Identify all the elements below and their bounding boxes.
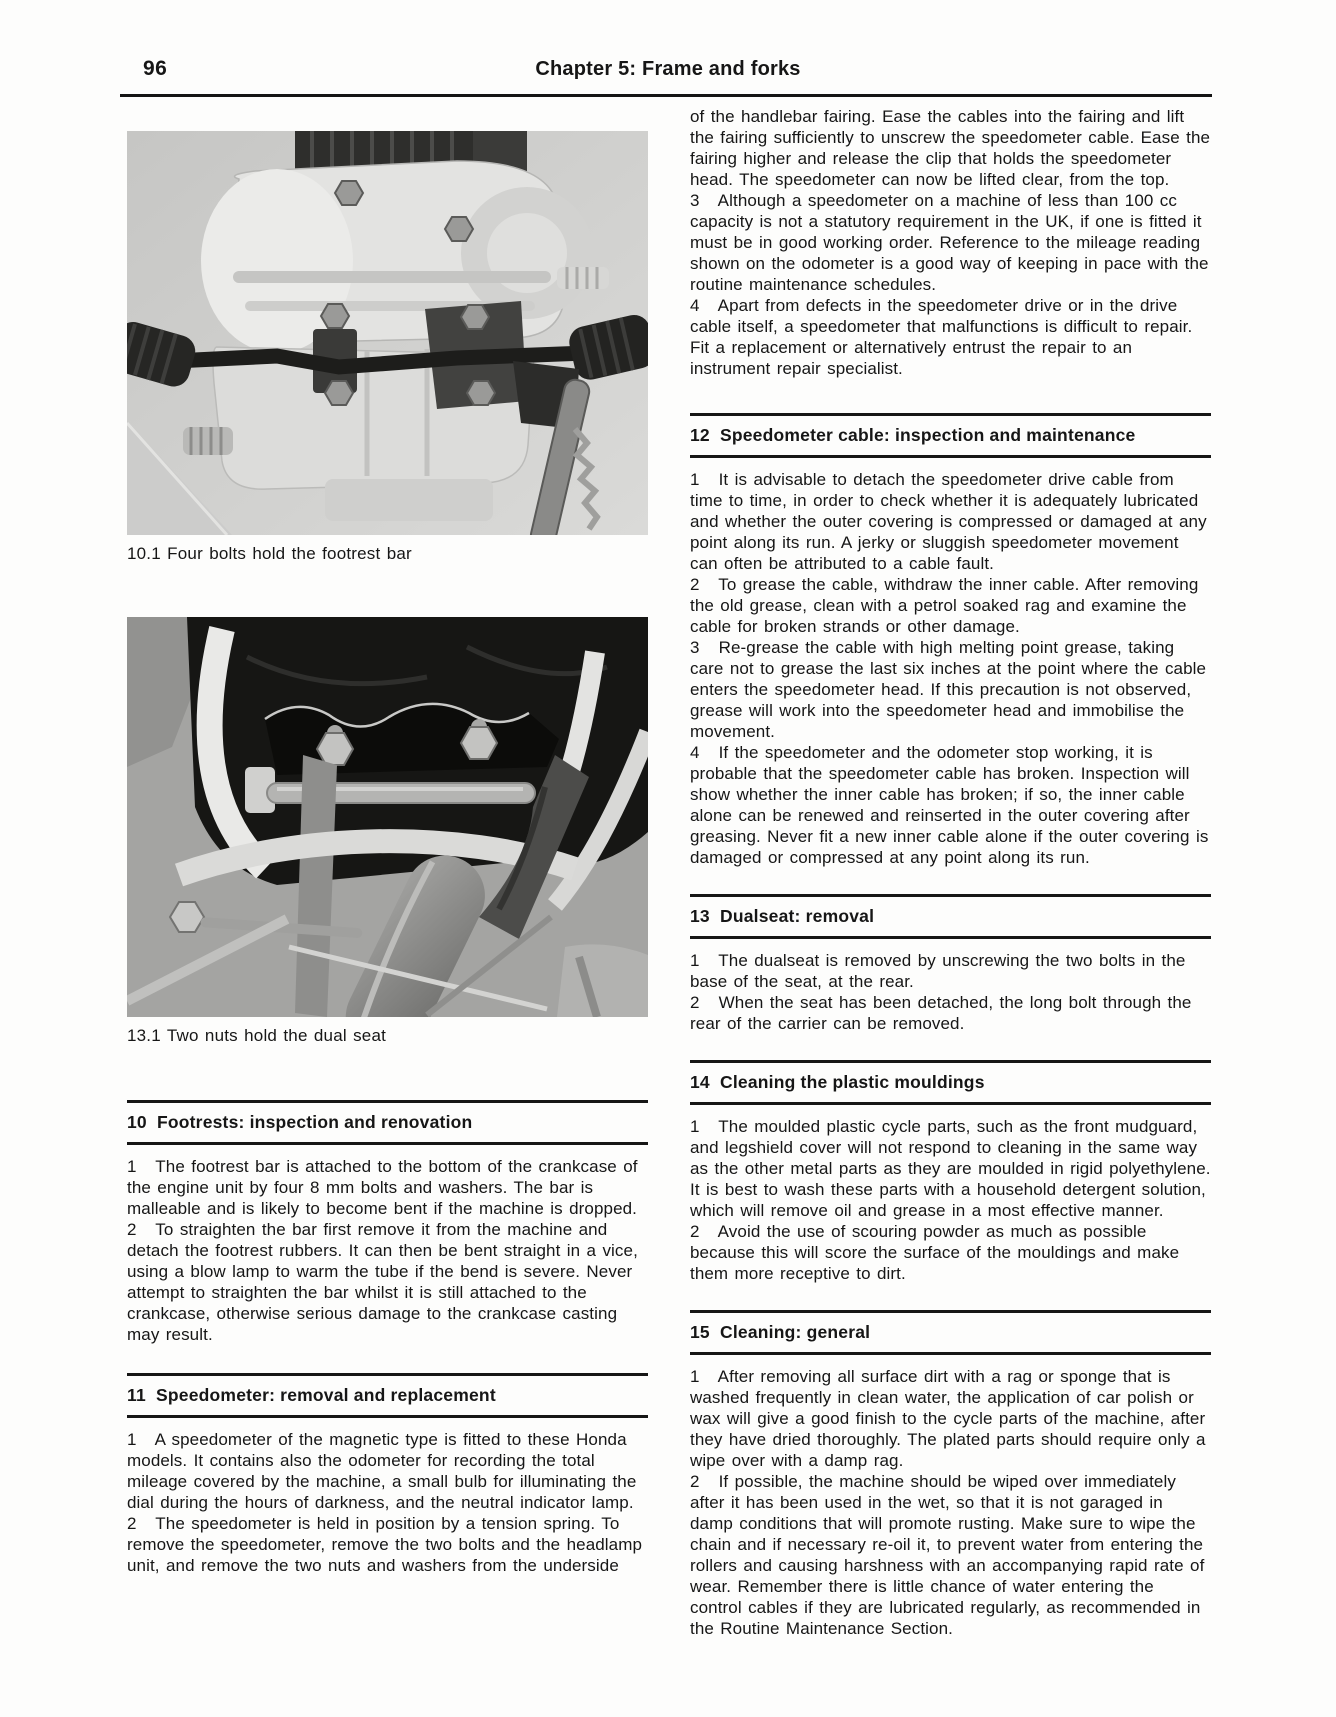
paragraph: 3 Although a speedometer on a machine of less than 100 cc capacity is not a statutory requirement in the UK, if one is fitted it must be in good working order. Reference to the mileage reading shown on the odometer is a good way of keeping in pace with the routine maintenance schedules. [690,191,1215,294]
right-column [690,0,1217,1639]
section-cleaning-general-heading: 15 Cleaning: general [690,1322,871,1342]
paragraph: 4 If the speedometer and the odometer stop working, it is probable that the speedometer cable has broken. Inspection will show whether the inner cable has broken; if so, the inner cable alone can be renewed and reinserted in the outer covering after greasing. Never fit a new inner cable alone if the outer covering is damaged or compressed at any point along its run. [690,743,1215,867]
paragraph: 1 It is advisable to detach the speedometer drive cable from time to time, in order to check whether it is adequately lubricated and whether the outer covering is compressed or damaged at any point along its run. A jerky or sluggish speedometer movement can often be attributed to a cable fault. [690,470,1214,573]
figure-10-1-caption: 10.1 Four bolts hold the footrest bar [127,544,412,563]
figure-13-1-caption: 13.1 Two nuts hold the dual seat [127,1026,387,1045]
paragraph: 4 Apart from defects in the speedometer drive or in the drive cable itself, a speedometer that malfunctions is difficult to repair. Fit a replacement or alternatively entrust the repair to an instrument repair specialist. [690,296,1199,378]
dualseat-underside-photo [127,617,648,1017]
paragraph: 1 The dualseat is removed by unscrewing the two bolts in the base of the seat, at the rear. [690,951,1192,991]
left-column [127,0,648,1576]
paragraph: 1 The moulded plastic cycle parts, such as the front mudguard, and legshield cover will not respond to cleaning in the same way as the other metal parts as they are moulded in rigid polyethylene. It is best to wash these parts with a household detergent solution, which will remove oil and grease in a most effective manner. [690,1117,1217,1220]
section-speedometer-removal-heading-box [127,1373,648,1418]
section-cleaning-general [690,1310,1211,1639]
section-footrests-heading-box [127,1100,648,1145]
paragraph: 2 To grease the cable, withdraw the inner cable. After removing the old grease, clean with a petrol soaked rag and examine the cable for broken strands or other damage. [690,575,1205,636]
section-cleaning-mouldings-heading: 14 Cleaning the plastic mouldings [690,1072,985,1092]
paragraph: 2 When the seat has been detached, the long bolt through the rear of the carrier can be removed. [690,993,1198,1033]
section-cleaning-mouldings-heading-box [690,1060,1211,1105]
section-speedometer-removal-heading: 11 Speedometer: removal and replacement [127,1385,496,1405]
section-footrests [127,1100,648,1345]
section-speedometer-cable-heading-box [690,413,1211,458]
figure-13-1 [127,617,648,1017]
paragraph: 2 If possible, the machine should be wiped over immediately after it has been used in the wet, so that it is not garaged in damp conditions that will promote rusting. Make sure to wipe the chain and if necessary re-oil it, to prevent water from entering the rollers and causing harshness with an accompanying rapid rate of wear. Remember there is little chance of water entering the control cables if they are lubricated regularly, as recommended in the Routine Maintenance Section. [690,1472,1211,1638]
section-dualseat-heading: 13 Dualseat: removal [690,906,875,926]
paragraph: 1 A speedometer of the magnetic type is fitted to these Honda models. It contains also the odometer for recording the total mileage covered by the machine, a small bulb for illuminating the dial during the hours of darkness, and the neutral indicator lamp. [127,1430,643,1512]
section-speedometer-removal [127,1373,648,1576]
section-speedometer-cable [690,413,1215,868]
paragraph: 2 To straighten the bar first remove it from the machine and detach the footrest rubbers. It can then be bent straight in a vice, using a blow lamp to warm the tube if the bend is severe. Never attempt to straighten the bar whilst it is still attached to the crankcase, otherwise serious damage to the crankcase casting may result. [127,1220,645,1344]
paragraph: 1 After removing all surface dirt with a rag or sponge that is washed frequently in clean water, the application of car polish or wax will give a good finish to the cycle parts of the machine, after they have dried thoroughly. The plated parts should require only a wipe over with a damp rag. [690,1367,1212,1470]
section-dualseat-heading-box [690,894,1211,939]
paragraph: 2 Avoid the use of scouring powder as much as possible because this will score the surface of the mouldings and make them more receptive to dirt. [690,1222,1186,1283]
paragraph: 3 Re-grease the cable with high melting point grease, taking care not to grease the last six inches at the point where the cable enters the speedometer head. If this precaution is not observed, grease will work into the speedometer head and immobilise the movement. [690,638,1213,741]
paragraph: 2 The speedometer is held in position by a tension spring. To remove the speedometer, remove the two bolts and the headlamp unit, and remove the two nuts and washers from the underside [127,1514,649,1575]
section-speedometer-cable-heading: 12 Speedometer cable: inspection and maintenance [690,425,1136,445]
page-number: 96 [143,57,168,80]
figure-10-1 [127,131,648,535]
paragraph: of the handlebar fairing. Ease the cables into the fairing and lift the fairing sufficiently to unscrew the speedometer cable. Ease the fairing higher and release the clip that holds the speedometer head. The speedometer can now be lifted clear, from the top. [690,107,1217,189]
paragraph: 1 The footrest bar is attached to the bottom of the crankcase of the engine unit by four 8 mm bolts and washers. The bar is malleable and is likely to become bent if the machine is dropped. [127,1157,644,1218]
chapter-title: Chapter 5: Frame and forks [535,58,801,80]
crankcase-footrest-photo [127,131,648,535]
section-footrests-heading: 10 Footrests: inspection and renovation [127,1112,473,1132]
section-cleaning-general-heading-box [690,1310,1211,1355]
section-dualseat [690,894,1211,1034]
section-cleaning-mouldings [690,1060,1217,1284]
